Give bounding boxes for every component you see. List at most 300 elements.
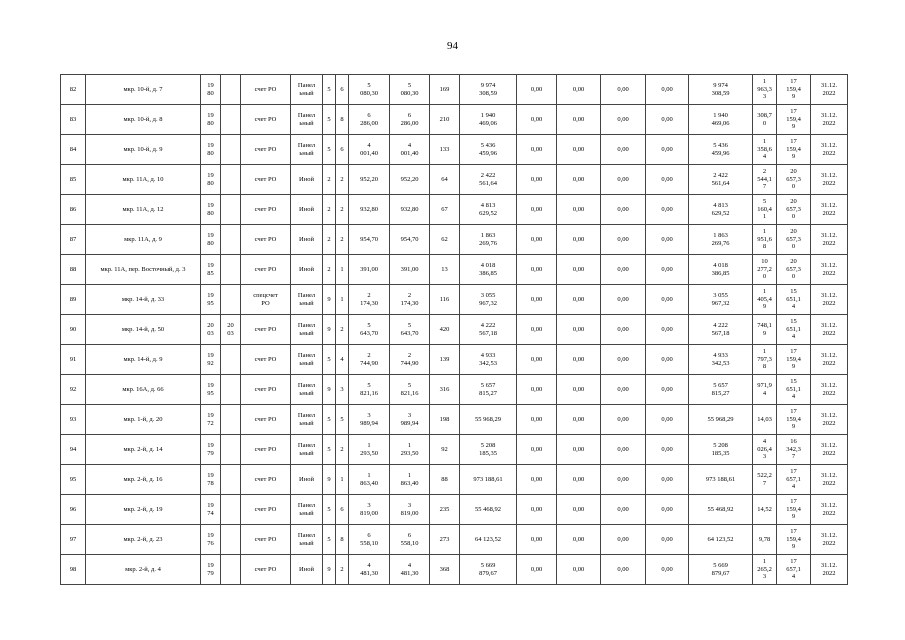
funding-3-cell: 0,00 bbox=[601, 555, 646, 585]
floors-cell: 5 bbox=[323, 435, 336, 465]
year-built-cell: 19 95 bbox=[201, 375, 221, 405]
entrances-cell: 2 bbox=[336, 435, 349, 465]
funding-2-cell: 0,00 bbox=[557, 465, 601, 495]
cost-total-cell: 4 813 629,52 bbox=[460, 195, 517, 225]
year-reconstruction-cell bbox=[221, 165, 241, 195]
row-number-cell: 85 bbox=[61, 165, 86, 195]
fund-method-cell: счет РО bbox=[241, 525, 291, 555]
unit-cost-limit-cell: 17 657,1 4 bbox=[777, 465, 811, 495]
fund-method-cell: счет РО bbox=[241, 315, 291, 345]
funding-1-cell: 0,00 bbox=[517, 435, 557, 465]
year-reconstruction-cell bbox=[221, 375, 241, 405]
funding-3-cell: 0,00 bbox=[601, 75, 646, 105]
unit-cost-cell: 308,7 0 bbox=[753, 105, 777, 135]
register-table bbox=[60, 74, 848, 585]
deadline-cell: 31.12. 2022 bbox=[811, 225, 848, 255]
table-row bbox=[61, 315, 848, 345]
area-residential-cell: 391,00 bbox=[390, 255, 430, 285]
area-residential-cell: 2 174,30 bbox=[390, 285, 430, 315]
residents-cell: 198 bbox=[430, 405, 460, 435]
entrances-cell: 1 bbox=[336, 285, 349, 315]
address-cell: мкр. 14-й, д. 9 bbox=[86, 345, 201, 375]
row-number-cell: 92 bbox=[61, 375, 86, 405]
year-built-cell: 19 80 bbox=[201, 105, 221, 135]
funding-1-cell: 0,00 bbox=[517, 345, 557, 375]
row-number-cell: 97 bbox=[61, 525, 86, 555]
row-number-cell: 98 bbox=[61, 555, 86, 585]
cost-total-cell: 55 968,29 bbox=[460, 405, 517, 435]
funding-1-cell: 0,00 bbox=[517, 285, 557, 315]
unit-cost-limit-cell: 20 657,3 0 bbox=[777, 225, 811, 255]
residents-cell: 64 bbox=[430, 165, 460, 195]
deadline-cell: 31.12. 2022 bbox=[811, 105, 848, 135]
fund-method-cell: счет РО bbox=[241, 375, 291, 405]
funding-4-cell: 0,00 bbox=[646, 135, 689, 165]
year-built-cell: 19 79 bbox=[201, 435, 221, 465]
area-residential-cell: 5 080,30 bbox=[390, 75, 430, 105]
wall-material-cell: Иной bbox=[291, 465, 323, 495]
year-built-cell: 19 92 bbox=[201, 345, 221, 375]
year-built-cell: 19 74 bbox=[201, 495, 221, 525]
funding-3-cell: 0,00 bbox=[601, 435, 646, 465]
funding-owners-cell: 4 933 342,53 bbox=[689, 345, 753, 375]
residents-cell: 92 bbox=[430, 435, 460, 465]
funding-4-cell: 0,00 bbox=[646, 495, 689, 525]
area-total-cell: 1 863,40 bbox=[349, 465, 390, 495]
entrances-cell: 5 bbox=[336, 405, 349, 435]
unit-cost-cell: 14,03 bbox=[753, 405, 777, 435]
funding-1-cell: 0,00 bbox=[517, 105, 557, 135]
year-reconstruction-cell bbox=[221, 405, 241, 435]
funding-2-cell: 0,00 bbox=[557, 555, 601, 585]
funding-1-cell: 0,00 bbox=[517, 465, 557, 495]
funding-4-cell: 0,00 bbox=[646, 555, 689, 585]
funding-1-cell: 0,00 bbox=[517, 225, 557, 255]
cost-total-cell: 64 123,52 bbox=[460, 525, 517, 555]
funding-3-cell: 0,00 bbox=[601, 195, 646, 225]
table-row bbox=[61, 435, 848, 465]
floors-cell: 9 bbox=[323, 555, 336, 585]
table-row bbox=[61, 285, 848, 315]
year-built-cell: 19 80 bbox=[201, 225, 221, 255]
wall-material-cell: Панел ьный bbox=[291, 75, 323, 105]
year-reconstruction-cell bbox=[221, 525, 241, 555]
wall-material-cell: Иной bbox=[291, 555, 323, 585]
wall-material-cell: Панел ьный bbox=[291, 405, 323, 435]
deadline-cell: 31.12. 2022 bbox=[811, 165, 848, 195]
deadline-cell: 31.12. 2022 bbox=[811, 285, 848, 315]
floors-cell: 2 bbox=[323, 165, 336, 195]
funding-4-cell: 0,00 bbox=[646, 75, 689, 105]
row-number-cell: 96 bbox=[61, 495, 86, 525]
funding-owners-cell: 1 940 469,06 bbox=[689, 105, 753, 135]
unit-cost-limit-cell: 17 159,4 9 bbox=[777, 525, 811, 555]
year-reconstruction-cell bbox=[221, 225, 241, 255]
funding-2-cell: 0,00 bbox=[557, 75, 601, 105]
row-number-cell: 88 bbox=[61, 255, 86, 285]
year-built-cell: 19 80 bbox=[201, 135, 221, 165]
funding-owners-cell: 5 208 185,35 bbox=[689, 435, 753, 465]
wall-material-cell: Панел ьный bbox=[291, 105, 323, 135]
cost-total-cell: 5 669 879,67 bbox=[460, 555, 517, 585]
wall-material-cell: Панел ьный bbox=[291, 315, 323, 345]
area-residential-cell: 1 293,50 bbox=[390, 435, 430, 465]
funding-2-cell: 0,00 bbox=[557, 375, 601, 405]
year-built-cell: 19 85 bbox=[201, 255, 221, 285]
cost-total-cell: 9 974 308,59 bbox=[460, 75, 517, 105]
area-total-cell: 6 286,00 bbox=[349, 105, 390, 135]
residents-cell: 273 bbox=[430, 525, 460, 555]
fund-method-cell: счет РО bbox=[241, 555, 291, 585]
table-row bbox=[61, 135, 848, 165]
unit-cost-limit-cell: 15 651,1 4 bbox=[777, 315, 811, 345]
floors-cell: 5 bbox=[323, 345, 336, 375]
floors-cell: 2 bbox=[323, 255, 336, 285]
deadline-cell: 31.12. 2022 bbox=[811, 525, 848, 555]
year-built-cell: 20 03 bbox=[201, 315, 221, 345]
unit-cost-limit-cell: 17 657,1 4 bbox=[777, 555, 811, 585]
area-residential-cell: 1 863,40 bbox=[390, 465, 430, 495]
entrances-cell: 2 bbox=[336, 165, 349, 195]
funding-2-cell: 0,00 bbox=[557, 165, 601, 195]
wall-material-cell: Иной bbox=[291, 165, 323, 195]
table-row bbox=[61, 225, 848, 255]
floors-cell: 5 bbox=[323, 405, 336, 435]
cost-total-cell: 973 188,61 bbox=[460, 465, 517, 495]
wall-material-cell: Панел ьный bbox=[291, 435, 323, 465]
residents-cell: 88 bbox=[430, 465, 460, 495]
unit-cost-limit-cell: 16 342,3 7 bbox=[777, 435, 811, 465]
funding-2-cell: 0,00 bbox=[557, 525, 601, 555]
address-cell: мкр. 14-й, д. 50 bbox=[86, 315, 201, 345]
funding-2-cell: 0,00 bbox=[557, 105, 601, 135]
address-cell: мкр. 10-й, д. 9 bbox=[86, 135, 201, 165]
funding-owners-cell: 973 188,61 bbox=[689, 465, 753, 495]
unit-cost-cell: 748,1 9 bbox=[753, 315, 777, 345]
funding-4-cell: 0,00 bbox=[646, 375, 689, 405]
year-reconstruction-cell bbox=[221, 345, 241, 375]
deadline-cell: 31.12. 2022 bbox=[811, 75, 848, 105]
fund-method-cell: счет РО bbox=[241, 195, 291, 225]
entrances-cell: 2 bbox=[336, 195, 349, 225]
floors-cell: 5 bbox=[323, 105, 336, 135]
unit-cost-limit-cell: 20 657,3 0 bbox=[777, 255, 811, 285]
area-residential-cell: 2 744,90 bbox=[390, 345, 430, 375]
cost-total-cell: 4 933 342,53 bbox=[460, 345, 517, 375]
funding-4-cell: 0,00 bbox=[646, 435, 689, 465]
fund-method-cell: счет РО bbox=[241, 345, 291, 375]
funding-1-cell: 0,00 bbox=[517, 165, 557, 195]
year-reconstruction-cell: 20 03 bbox=[221, 315, 241, 345]
floors-cell: 9 bbox=[323, 375, 336, 405]
unit-cost-cell: 4 026,4 3 bbox=[753, 435, 777, 465]
funding-2-cell: 0,00 bbox=[557, 135, 601, 165]
funding-owners-cell: 5 436 459,96 bbox=[689, 135, 753, 165]
fund-method-cell: спецсчет РО bbox=[241, 285, 291, 315]
funding-owners-cell: 2 422 561,64 bbox=[689, 165, 753, 195]
funding-owners-cell: 64 123,52 bbox=[689, 525, 753, 555]
row-number-cell: 84 bbox=[61, 135, 86, 165]
floors-cell: 5 bbox=[323, 525, 336, 555]
year-reconstruction-cell bbox=[221, 465, 241, 495]
unit-cost-limit-cell: 20 657,3 0 bbox=[777, 195, 811, 225]
residents-cell: 13 bbox=[430, 255, 460, 285]
area-residential-cell: 4 481,30 bbox=[390, 555, 430, 585]
cost-total-cell: 5 436 459,96 bbox=[460, 135, 517, 165]
entrances-cell: 2 bbox=[336, 555, 349, 585]
funding-owners-cell: 3 055 967,32 bbox=[689, 285, 753, 315]
cost-total-cell: 1 863 269,76 bbox=[460, 225, 517, 255]
year-reconstruction-cell bbox=[221, 435, 241, 465]
address-cell: мкр. 10-й, д. 8 bbox=[86, 105, 201, 135]
deadline-cell: 31.12. 2022 bbox=[811, 135, 848, 165]
address-cell: мкр. 11А, д. 9 bbox=[86, 225, 201, 255]
area-residential-cell: 954,70 bbox=[390, 225, 430, 255]
fund-method-cell: счет РО bbox=[241, 165, 291, 195]
cost-total-cell: 5 208 185,35 bbox=[460, 435, 517, 465]
area-total-cell: 2 174,30 bbox=[349, 285, 390, 315]
unit-cost-cell: 1 963,3 3 bbox=[753, 75, 777, 105]
entrances-cell: 6 bbox=[336, 135, 349, 165]
funding-4-cell: 0,00 bbox=[646, 315, 689, 345]
row-number-cell: 94 bbox=[61, 435, 86, 465]
area-total-cell: 6 558,10 bbox=[349, 525, 390, 555]
deadline-cell: 31.12. 2022 bbox=[811, 465, 848, 495]
funding-3-cell: 0,00 bbox=[601, 225, 646, 255]
area-residential-cell: 6 286,00 bbox=[390, 105, 430, 135]
unit-cost-limit-cell: 15 651,1 4 bbox=[777, 375, 811, 405]
unit-cost-cell: 1 951,6 8 bbox=[753, 225, 777, 255]
row-number-cell: 82 bbox=[61, 75, 86, 105]
funding-4-cell: 0,00 bbox=[646, 405, 689, 435]
cost-total-cell: 55 468,92 bbox=[460, 495, 517, 525]
funding-1-cell: 0,00 bbox=[517, 315, 557, 345]
year-built-cell: 19 80 bbox=[201, 75, 221, 105]
deadline-cell: 31.12. 2022 bbox=[811, 195, 848, 225]
entrances-cell: 6 bbox=[336, 75, 349, 105]
funding-2-cell: 0,00 bbox=[557, 285, 601, 315]
floors-cell: 2 bbox=[323, 195, 336, 225]
unit-cost-cell: 2 544,1 7 bbox=[753, 165, 777, 195]
unit-cost-limit-cell: 20 657,3 0 bbox=[777, 165, 811, 195]
wall-material-cell: Иной bbox=[291, 225, 323, 255]
deadline-cell: 31.12. 2022 bbox=[811, 555, 848, 585]
residents-cell: 210 bbox=[430, 105, 460, 135]
funding-3-cell: 0,00 bbox=[601, 525, 646, 555]
funding-3-cell: 0,00 bbox=[601, 105, 646, 135]
year-built-cell: 19 80 bbox=[201, 195, 221, 225]
area-residential-cell: 3 989,94 bbox=[390, 405, 430, 435]
entrances-cell: 4 bbox=[336, 345, 349, 375]
cost-total-cell: 3 055 967,32 bbox=[460, 285, 517, 315]
floors-cell: 2 bbox=[323, 225, 336, 255]
funding-4-cell: 0,00 bbox=[646, 285, 689, 315]
area-total-cell: 5 643,70 bbox=[349, 315, 390, 345]
funding-4-cell: 0,00 bbox=[646, 465, 689, 495]
funding-3-cell: 0,00 bbox=[601, 345, 646, 375]
residents-cell: 133 bbox=[430, 135, 460, 165]
area-total-cell: 4 481,30 bbox=[349, 555, 390, 585]
area-total-cell: 5 080,30 bbox=[349, 75, 390, 105]
entrances-cell: 8 bbox=[336, 525, 349, 555]
area-total-cell: 391,00 bbox=[349, 255, 390, 285]
residents-cell: 67 bbox=[430, 195, 460, 225]
entrances-cell: 2 bbox=[336, 225, 349, 255]
unit-cost-limit-cell: 17 159,4 9 bbox=[777, 405, 811, 435]
year-built-cell: 19 76 bbox=[201, 525, 221, 555]
table-row bbox=[61, 375, 848, 405]
year-built-cell: 19 95 bbox=[201, 285, 221, 315]
area-total-cell: 5 821,16 bbox=[349, 375, 390, 405]
residents-cell: 235 bbox=[430, 495, 460, 525]
funding-2-cell: 0,00 bbox=[557, 225, 601, 255]
fund-method-cell: счет РО bbox=[241, 405, 291, 435]
unit-cost-cell: 971,9 4 bbox=[753, 375, 777, 405]
unit-cost-cell: 1 265,2 3 bbox=[753, 555, 777, 585]
cost-total-cell: 1 940 469,06 bbox=[460, 105, 517, 135]
deadline-cell: 31.12. 2022 bbox=[811, 345, 848, 375]
wall-material-cell: Панел ьный bbox=[291, 525, 323, 555]
table-row bbox=[61, 195, 848, 225]
address-cell: мкр. 14-й, д. 33 bbox=[86, 285, 201, 315]
year-reconstruction-cell bbox=[221, 255, 241, 285]
unit-cost-limit-cell: 17 159,4 9 bbox=[777, 345, 811, 375]
fund-method-cell: счет РО bbox=[241, 225, 291, 255]
area-total-cell: 4 001,40 bbox=[349, 135, 390, 165]
funding-1-cell: 0,00 bbox=[517, 75, 557, 105]
address-cell: мкр. 2-й, д. 14 bbox=[86, 435, 201, 465]
residents-cell: 116 bbox=[430, 285, 460, 315]
cost-total-cell: 4 222 567,18 bbox=[460, 315, 517, 345]
residents-cell: 139 bbox=[430, 345, 460, 375]
deadline-cell: 31.12. 2022 bbox=[811, 375, 848, 405]
funding-owners-cell: 55 468,92 bbox=[689, 495, 753, 525]
cost-total-cell: 2 422 561,64 bbox=[460, 165, 517, 195]
deadline-cell: 31.12. 2022 bbox=[811, 405, 848, 435]
funding-owners-cell: 4 018 386,85 bbox=[689, 255, 753, 285]
table-row bbox=[61, 255, 848, 285]
funding-2-cell: 0,00 bbox=[557, 345, 601, 375]
wall-material-cell: Иной bbox=[291, 255, 323, 285]
fund-method-cell: счет РО bbox=[241, 465, 291, 495]
table-row bbox=[61, 345, 848, 375]
row-number-cell: 95 bbox=[61, 465, 86, 495]
year-reconstruction-cell bbox=[221, 75, 241, 105]
entrances-cell: 1 bbox=[336, 465, 349, 495]
wall-material-cell: Иной bbox=[291, 195, 323, 225]
address-cell: мкр. 10-й, д. 7 bbox=[86, 75, 201, 105]
funding-owners-cell: 9 974 308,59 bbox=[689, 75, 753, 105]
funding-1-cell: 0,00 bbox=[517, 555, 557, 585]
funding-owners-cell: 5 669 879,67 bbox=[689, 555, 753, 585]
funding-owners-cell: 5 657 815,27 bbox=[689, 375, 753, 405]
cost-total-cell: 4 018 386,85 bbox=[460, 255, 517, 285]
year-reconstruction-cell bbox=[221, 135, 241, 165]
funding-3-cell: 0,00 bbox=[601, 135, 646, 165]
floors-cell: 5 bbox=[323, 135, 336, 165]
area-residential-cell: 3 819,00 bbox=[390, 495, 430, 525]
entrances-cell: 1 bbox=[336, 255, 349, 285]
area-total-cell: 932,80 bbox=[349, 195, 390, 225]
year-reconstruction-cell bbox=[221, 105, 241, 135]
area-residential-cell: 952,20 bbox=[390, 165, 430, 195]
fund-method-cell: счет РО bbox=[241, 495, 291, 525]
funding-1-cell: 0,00 bbox=[517, 525, 557, 555]
funding-3-cell: 0,00 bbox=[601, 405, 646, 435]
unit-cost-cell: 1 797,3 8 bbox=[753, 345, 777, 375]
funding-owners-cell: 4 813 629,52 bbox=[689, 195, 753, 225]
unit-cost-cell: 1 358,6 4 bbox=[753, 135, 777, 165]
fund-method-cell: счет РО bbox=[241, 105, 291, 135]
table-row bbox=[61, 495, 848, 525]
unit-cost-cell: 522,2 7 bbox=[753, 465, 777, 495]
wall-material-cell: Панел ьный bbox=[291, 375, 323, 405]
funding-owners-cell: 4 222 567,18 bbox=[689, 315, 753, 345]
area-residential-cell: 5 643,70 bbox=[390, 315, 430, 345]
funding-4-cell: 0,00 bbox=[646, 165, 689, 195]
area-residential-cell: 4 001,40 bbox=[390, 135, 430, 165]
row-number-cell: 87 bbox=[61, 225, 86, 255]
area-total-cell: 2 744,90 bbox=[349, 345, 390, 375]
year-built-cell: 19 80 bbox=[201, 165, 221, 195]
funding-3-cell: 0,00 bbox=[601, 375, 646, 405]
funding-2-cell: 0,00 bbox=[557, 435, 601, 465]
funding-3-cell: 0,00 bbox=[601, 285, 646, 315]
funding-3-cell: 0,00 bbox=[601, 495, 646, 525]
fund-method-cell: счет РО bbox=[241, 255, 291, 285]
address-cell: мкр. 11А, д. 10 bbox=[86, 165, 201, 195]
area-residential-cell: 5 821,16 bbox=[390, 375, 430, 405]
funding-1-cell: 0,00 bbox=[517, 405, 557, 435]
funding-owners-cell: 55 968,29 bbox=[689, 405, 753, 435]
unit-cost-limit-cell: 15 651,1 4 bbox=[777, 285, 811, 315]
unit-cost-cell: 5 160,4 1 bbox=[753, 195, 777, 225]
area-total-cell: 1 293,50 bbox=[349, 435, 390, 465]
funding-4-cell: 0,00 bbox=[646, 255, 689, 285]
unit-cost-cell: 10 277,2 0 bbox=[753, 255, 777, 285]
funding-1-cell: 0,00 bbox=[517, 375, 557, 405]
row-number-cell: 90 bbox=[61, 315, 86, 345]
unit-cost-cell: 1 405,4 9 bbox=[753, 285, 777, 315]
deadline-cell: 31.12. 2022 bbox=[811, 315, 848, 345]
address-cell: мкр. 11А, д. 12 bbox=[86, 195, 201, 225]
address-cell: мкр. 11А, пер. Восточный, д. 3 bbox=[86, 255, 201, 285]
area-residential-cell: 932,80 bbox=[390, 195, 430, 225]
residents-cell: 62 bbox=[430, 225, 460, 255]
funding-2-cell: 0,00 bbox=[557, 495, 601, 525]
funding-3-cell: 0,00 bbox=[601, 165, 646, 195]
entrances-cell: 8 bbox=[336, 105, 349, 135]
floors-cell: 9 bbox=[323, 315, 336, 345]
fund-method-cell: счет РО bbox=[241, 75, 291, 105]
row-number-cell: 91 bbox=[61, 345, 86, 375]
funding-1-cell: 0,00 bbox=[517, 255, 557, 285]
unit-cost-limit-cell: 17 159,4 9 bbox=[777, 75, 811, 105]
row-number-cell: 83 bbox=[61, 105, 86, 135]
year-built-cell: 19 79 bbox=[201, 555, 221, 585]
area-total-cell: 3 989,94 bbox=[349, 405, 390, 435]
funding-4-cell: 0,00 bbox=[646, 525, 689, 555]
unit-cost-limit-cell: 17 159,4 9 bbox=[777, 495, 811, 525]
fund-method-cell: счет РО bbox=[241, 135, 291, 165]
table-row bbox=[61, 75, 848, 105]
floors-cell: 9 bbox=[323, 285, 336, 315]
funding-4-cell: 0,00 bbox=[646, 225, 689, 255]
address-cell: мкр. 2-й, д. 4 bbox=[86, 555, 201, 585]
year-reconstruction-cell bbox=[221, 495, 241, 525]
wall-material-cell: Панел ьный bbox=[291, 285, 323, 315]
funding-4-cell: 0,00 bbox=[646, 195, 689, 225]
